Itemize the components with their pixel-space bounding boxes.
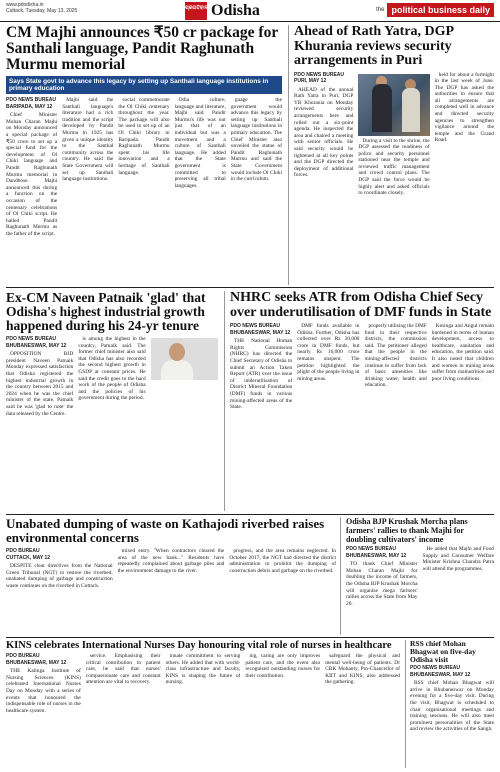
article-column: [423, 546, 495, 608]
dateline: CUTTACK, MAY 12: [6, 554, 51, 561]
body-paragraph: mixed entry. "When contractors cleared the area of the new bank..." Residents have repeatedly complained about garbage piles and the environment damage to the river.: [117, 548, 225, 574]
byline: PDO NEWS BUREAU: [346, 546, 397, 552]
headline: RSS chief Mohan Bhagwat on five-day Odisha visit: [410, 640, 476, 664]
article-column: [86, 653, 161, 715]
issue-date: Cuttack, Tuesday, May 13, 2025: [6, 8, 78, 14]
article-column: [6, 548, 113, 591]
body-paragraph: TO thank Chief Minister Mohan Charan Majhi for doubling the income of farmers, the Odisha BJP Krushak Morcha will organise mega farmers' rallies across the State from May 20.: [346, 561, 418, 607]
article-column: [118, 97, 169, 285]
body-paragraph: innate commitment to serving others. He added that with world-class infrastructure and faculty, KINS is shaping the future of nursing.: [165, 653, 241, 686]
article-column: [166, 653, 241, 715]
article-cm-package: [6, 25, 282, 285]
article-column: [229, 548, 336, 591]
headline: KINS celebrates International Nurses Day honouring vital role of nurses in healthcare: [6, 640, 392, 651]
section-prefix: the: [376, 7, 385, 13]
dateline: BHUBANESWAR, MAY 12: [6, 659, 67, 666]
article-naveen-patnaik: [6, 291, 218, 511]
logo-mark: ପ୍ରଗତିବାଦୀ: [185, 2, 207, 20]
article-column: [325, 653, 400, 715]
body-paragraph: Odia culture, language and literature, Majhi said. Pandit Murmu's life was not just that of an individual but was a movement and a culture of Santhali language. He added that the State government is committed to preserving all tribal languages.: [174, 97, 226, 189]
article-column: [435, 72, 494, 286]
headline: Ex-CM Naveen Patnaik 'glad' that Odisha's highest industrial growth happened during his 24-yr tenure: [6, 291, 206, 333]
article-column: [346, 546, 418, 608]
body-paragraph: RSS chief Mohan Bhagwat will arrive in Bhubaneswar on Monday evening for a five-day visit. During the visit, Bhagwat is scheduled to chair organisational meetings and training sessions. He will also meet prominent personalities of the State and review the activities of the Sangh.: [410, 680, 494, 733]
body-paragraph: During a visit to the shrine, the DGP assessed the readiness of police and security personnel stationed near the temple and reviewed traffic management and crowd control plans. The DGP said the force would be highly alert and asked officials to coordinate closely.: [358, 137, 430, 197]
portrait-photo: [151, 338, 218, 380]
body-paragraph: THE Kalinga Institute of Nursing Sciences (KINS) celebrated International Nurses Day on Monday with a series of events that honoured the indispensable role of nurses in the healthcare system.: [6, 668, 81, 714]
dateline: BHUBANESWAR, MAY 12: [6, 342, 67, 349]
website-url[interactable]: www.pdodisha.in: [6, 2, 44, 8]
byline: PDO NEWS BUREAU: [294, 71, 345, 78]
byline: PDO BUREAU: [6, 548, 40, 554]
dateline: PURI, MAY 12: [294, 78, 327, 85]
body-paragraph: properly utilising the DMF fund in their respective districts, the commission said. The petitioner alleged that the people in the mining-affected districts continue to suffer from lack of basic amenities like drinking water, health and education.: [364, 323, 427, 389]
headline: Odisha BJP Krushak Morcha plans farmers' rallies to thank Majhi for doubling cultivators' income: [346, 517, 468, 544]
body-paragraph: OPPOSITION BJD president Naveen Patnaik Monday expressed satisfaction that Odisha registered the highest industrial growth in the country between 2015 and 2024 when he was the chief minister of the state. Patnaik said he was 'glad to note' the data released by the Centre.: [6, 351, 74, 417]
news-photo: [358, 74, 429, 136]
article-rss-bhagwat: [405, 640, 494, 768]
article-bjp-krushak-morcha: [340, 517, 494, 635]
masthead: [0, 0, 500, 22]
article-dgp-review: [288, 25, 494, 285]
body-paragraph: Chief Minister Mohan Charan Majhi on Monday announced a special package of ₹50 crore to set up a special fund for the development of Ol Chiki language and Pandit Raghunath Murmu memorial in Dandbose. Majhi announced this during a function on the occasion of the centenary celebrations of Ol Chiki script. He hailed Pandit Raghunath Murmu as the father of the script.: [6, 112, 58, 237]
article-kins-nurses-day: [6, 640, 400, 768]
dateline: BHUBANESWAR, MAY 12: [230, 329, 291, 336]
body-paragraph: Majhi said the Santhali language's literature had a rich tradition and the script developed by Pandit Murmu in 1925 has given a unique identity to the Santhal community across the country. He said the State Government will set up Santhali language institutions.: [62, 97, 114, 183]
article-column: [151, 336, 218, 418]
divider: [6, 287, 494, 288]
article-column: [175, 97, 226, 285]
body-paragraph: is among the highest in the country, Patnaik said. The former chief minister also said that Odisha has also recorded the second highest growth in GSDP at constant prices. He said the credit goes to the hard work of the people of Odisha and the policies of his government during the period.: [78, 336, 146, 402]
byline: PDO NEWS BUREAU: [6, 336, 57, 342]
paper-logo: [185, 1, 260, 21]
body-paragraph: progress, and the area remains neglected. In October 2017, the NGT had directed the district administration to prohibit the dumping of construction debris and garbage on the riverbed.: [229, 548, 336, 574]
body-paragraph: DESPITE clear directives from the National Green Tribunal (NGT) to restore the riverbed, unabated dumping of garbage and construction waste continues on the riverbed in Cuttack.: [6, 563, 113, 589]
divider: [6, 514, 494, 515]
article-kathajodi-waste: [6, 517, 336, 635]
dateline: BHUBANESWAR, MAY 12: [346, 552, 407, 559]
body-paragraph: social commemorate the Ol Chiki centenary throughout the year. The package will also be used to set up of an Ol Chiki library in Baripada. Pandit Raghunath Murmu spent his life innovation and a heritage of Santhali language.: [118, 97, 170, 176]
headline: Unabated dumping of waste on Kathajodi riverbed raises environmental concerns: [6, 517, 325, 545]
byline: PDO NEWS BUREAU: [230, 323, 281, 329]
article-column: [245, 653, 320, 715]
byline: PDO NEWS BUREAU: [410, 665, 461, 671]
article-nhrc-dmf: [224, 291, 494, 511]
article-column: [231, 97, 282, 285]
article-column: [6, 97, 57, 285]
headline: NHRC seeks ATR from Odisha Chief Secy over underutilisation of DMF funds in State: [230, 291, 492, 320]
headline: CM Majhi announces ₹50 cr package for Santhali language, Pandit Raghunath Murmu memorial: [6, 25, 278, 73]
section-label: [376, 3, 494, 17]
article-column: [6, 336, 73, 418]
masthead-meta: [6, 2, 77, 14]
body-paragraph: safeguard the physical and mental well-being of patients. Dr CBK Mohanty, Pro-Chancellor of KIIT and KINS, also addressed the gathering.: [325, 653, 400, 686]
article-column: [118, 548, 225, 591]
kicker: Says State govt to advance this legacy by setting up Santhali language institutions in primary education: [6, 76, 282, 94]
body-paragraph: THE National Human Rights Commission (NHRC) has directed the Chief Secretary of Odisha to submit an Action Taken Report (ATR) over the issue of underutilisation of District Mineral Foundation (DMF) funds in various mining-affected areas of the State.: [230, 338, 293, 411]
article-column: [432, 323, 494, 412]
dateline: BHUBANESWAR, MAY 12: [410, 671, 471, 678]
body-paragraph: DMF funds available in Odisha. Further, Odisha has collected over Rs 30,000 crore in DMF funds, but nearly Rs 16,000 crore remains unspent. The petition highlighted the plight of the people living in mining areas.: [297, 323, 360, 382]
article-column: [78, 336, 145, 418]
article-column: [365, 323, 427, 412]
paper-name: Odisha: [211, 2, 260, 19]
headline: Ahead of Rath Yatra, DGP Khurania reviews security arrangements in Puri: [294, 25, 454, 68]
divider: [6, 637, 494, 638]
article-column: [6, 653, 81, 715]
byline: PDO NEWS BUREAU: [6, 97, 57, 103]
body-paragraph: AHEAD of the annual Rath Yatra in Puri, DGP YB Khurania on Monday reviewed security arrangements here and rolled out a six-point agenda. He inspected the area and chaired a meeting with senior officials. He said security would be tightened at all key points and the DGP directed the deployment of additional forces.: [294, 86, 354, 179]
article-column: [410, 665, 494, 733]
body-paragraph: guage the government would advance this legacy by setting up Santhali language institutions in primary education. The Chief Minister also unveiled the statue of Pandit Raghunath Murmu and said the State Government would include Ol Chiki in the curriculum.: [230, 97, 282, 183]
article-column: [358, 72, 429, 286]
article-column: [294, 72, 353, 286]
body-paragraph: ing, caring are only improves patient care, and the event also recognised outstanding nurses for their contribution.: [245, 653, 321, 679]
article-column: [62, 97, 113, 285]
section-name: political business daily: [387, 3, 494, 17]
body-paragraph: He added that Majhi and Food Supply and Consumer Welfare Minister Krishna Chandra Patra will attend the programmes.: [422, 546, 494, 572]
body-paragraph: held for about a fortnight in the last week of June. The DGP has asked the authorities to ensure that all arrangements are completed well in advance and directed security agencies to strengthen vigilance around the temple and the Grand Road.: [434, 71, 494, 144]
dateline: BARIPADA, MAY 12: [6, 103, 53, 110]
article-column: [230, 323, 292, 412]
body-paragraph: Kesinga and Angul remain burdened in terms of human development, access to healthcare, sanitation and education, the petition said. It also noted that children and women in mining areas suffer from malnutrition and poor living conditions.: [431, 323, 494, 382]
byline: PDO BUREAU: [6, 653, 40, 659]
article-column: [297, 323, 359, 412]
body-paragraph: service. Emphasising their critical contribution to patient care, he said that nurses' compassionate care and constant attention are vital to recovery.: [85, 653, 161, 686]
